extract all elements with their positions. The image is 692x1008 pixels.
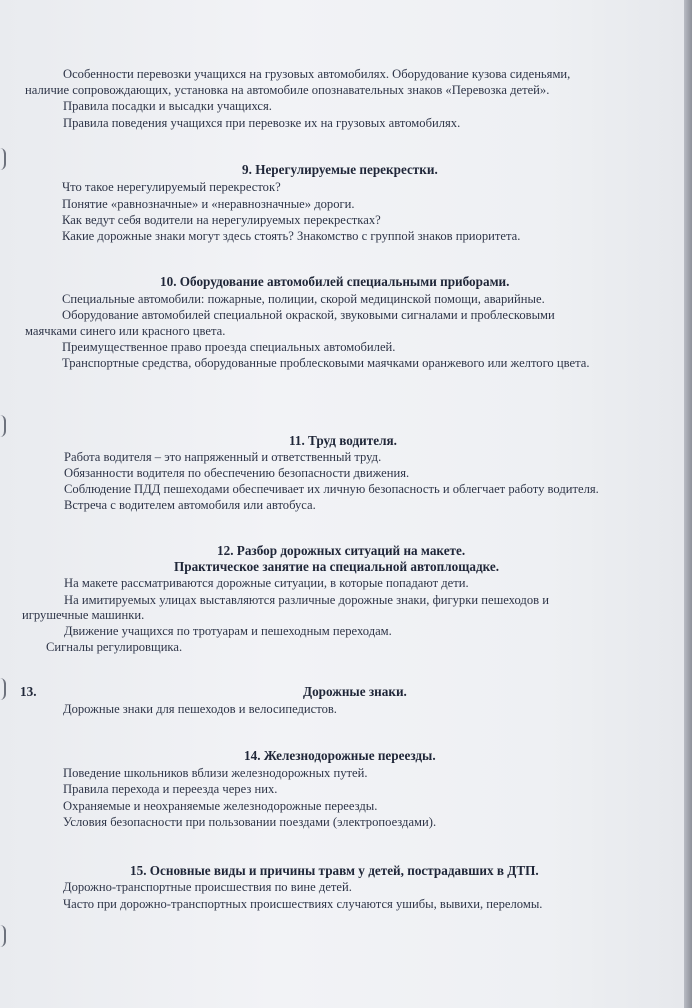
paragraph-line: Особенности перевозки учащихся на грузовых автомобилях. Оборудование кузова сиденьями, xyxy=(63,67,571,81)
paragraph-line: Специальные автомобили: пожарные, полиции, скорой медицинской помощи, аварийные. xyxy=(62,292,545,306)
paragraph-line: Соблюдение ПДД пешеходами обеспечивает их личную безопасность и облегчает работу водителя. xyxy=(64,482,599,496)
section-heading: Дорожные знаки. xyxy=(303,684,407,699)
paragraph-line: На макете рассматриваются дорожные ситуации, в которые попадают дети. xyxy=(64,576,469,590)
paragraph-line: Как ведут себя водители на нерегулируемых перекрестках? xyxy=(62,213,381,227)
binder-hole-mark xyxy=(0,678,6,700)
section-heading: 15. Основные виды и причины травм у детей, пострадавших в ДТП. xyxy=(130,863,539,878)
section-heading: 9. Нерегулируемые перекрестки. xyxy=(242,162,438,177)
paragraph-line: Сигналы регулировщика. xyxy=(46,640,183,654)
section-number: 13. xyxy=(20,684,37,699)
binder-hole-mark xyxy=(0,148,6,170)
paragraph-line: Дорожные знаки для пешеходов и велосипедистов. xyxy=(63,702,337,716)
paragraph-line: Правила посадки и высадки учащихся. xyxy=(63,99,272,113)
section-heading: 14. Железнодорожные переезды. xyxy=(244,748,436,763)
page-edge-shadow xyxy=(684,0,692,1008)
paragraph-line: Часто при дорожно-транспортных происшествиях случаются ушибы, вывихи, переломы. xyxy=(63,897,543,911)
paragraph-line: Движение учащихся по тротуарам и пешеходным переходам. xyxy=(64,624,392,638)
binder-hole-mark xyxy=(0,925,6,947)
paragraph-line: Понятие «равнозначные» и «неравнозначные» дороги. xyxy=(62,197,355,211)
paragraph-line: Охраняемые и неохраняемые железнодорожные переезды. xyxy=(63,799,378,813)
paragraph-line: Работа водителя – это напряженный и ответственный труд. xyxy=(64,450,382,464)
paragraph-line: Транспортные средства, оборудованные проблесковыми маячками оранжевого или желтого цвета. xyxy=(62,356,590,370)
paragraph-line: Правила перехода и переезда через них. xyxy=(63,782,278,796)
paragraph-line: Оборудование автомобилей специальной окраской, звуковыми сигналами и проблесковыми xyxy=(62,308,555,322)
section-subheading: Практическое занятие на специальной автоплощадке. xyxy=(174,559,500,574)
section-heading: 11. Труд водителя. xyxy=(289,433,397,448)
paragraph-line: Обязанности водителя по обеспечению безопасности движения. xyxy=(64,466,410,480)
paragraph-line: Поведение школьников вблизи железнодорожных путей. xyxy=(63,766,368,780)
paragraph-line: Условия безопасности при пользовании поездами (электропоездами). xyxy=(63,815,437,829)
paragraph-line: игрушечные машинки. xyxy=(22,608,145,622)
paragraph-line: Встреча с водителем автомобиля или автобуса. xyxy=(64,498,316,512)
paragraph-line: Преимущественное право проезда специальных автомобилей. xyxy=(62,340,396,354)
paragraph-line: Какие дорожные знаки могут здесь стоять? Знакомство с группой знаков приоритета. xyxy=(62,229,521,243)
paragraph-line: наличие сопровождающих, установка на автомобиле опознавательных знаков «Перевозка детей». xyxy=(25,83,550,97)
paragraph-line: Правила поведения учащихся при перевозке их на грузовых автомобилях. xyxy=(63,116,461,130)
section-heading: 12. Разбор дорожных ситуаций на макете. xyxy=(217,543,466,558)
section-heading: 10. Оборудование автомобилей специальными приборами. xyxy=(160,274,510,289)
paragraph-line: На имитируемых улицах выставляются различные дорожные знаки, фигурки пешеходов и xyxy=(64,593,549,607)
paragraph-line: Что такое нерегулируемый перекресток? xyxy=(62,180,281,194)
paragraph-line: Дорожно-транспортные происшествия по вине детей. xyxy=(63,880,352,894)
binder-hole-mark xyxy=(0,415,6,437)
paragraph-line: маячками синего или красного цвета. xyxy=(25,324,226,338)
